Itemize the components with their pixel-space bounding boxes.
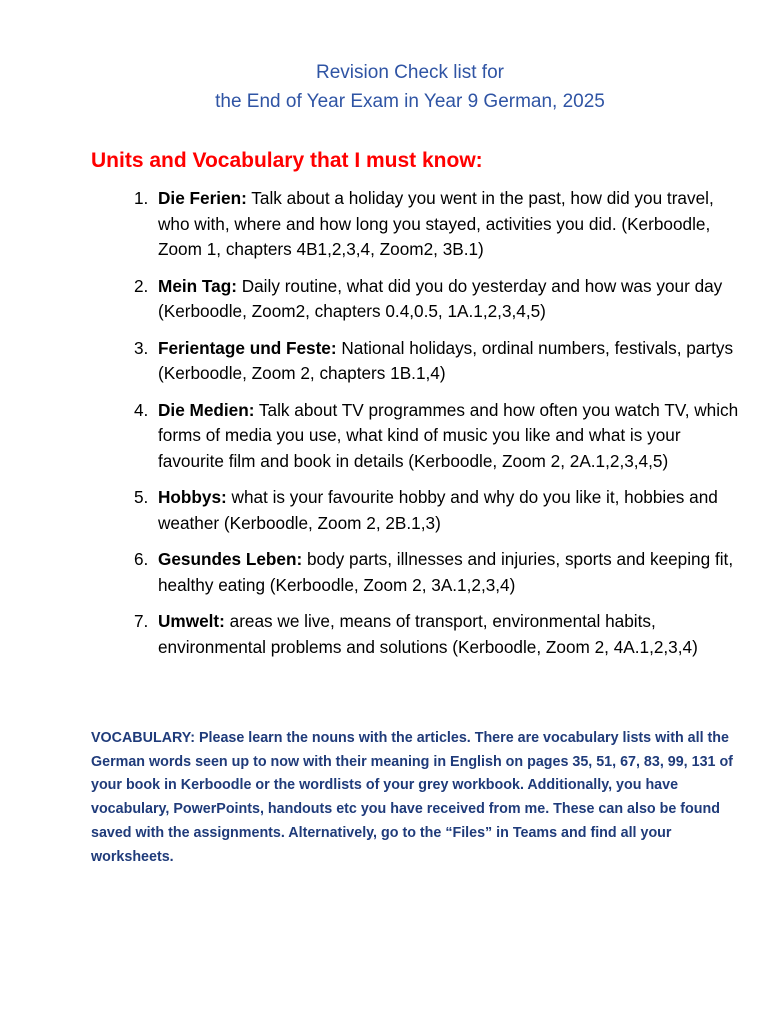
item-text: areas we live, means of transport, environmental habits, environmental problems and solutions (Kerboodle, Zoom 2, 4A.1,2,3,4) [158,611,698,657]
list-item [134,186,743,263]
list-item [134,398,743,475]
item-term: Die Medien: [158,399,255,420]
item-term: Mein Tag: [158,275,237,296]
item-number: 2. [134,275,149,296]
item-number: 3. [134,337,149,358]
item-number: 7. [134,611,149,631]
item-term: Gesundes Leben: [158,549,303,569]
item-number: 6. [134,549,149,569]
list-item [134,274,743,325]
item-term: Die Ferien: [158,188,247,208]
item-text: what is your favourite hobby and why do you like it, hobbies and weather (Kerboodle, Zoom 2, 2B.1,3) [158,487,718,533]
section-heading: Units and Vocabulary that I must know: [91,149,483,172]
list-item [134,547,743,598]
item-number: 5. [134,487,149,507]
item-text: Talk about a holiday you went in the past, how did you travel, who with, where and how long you stayed, activities you did. (Kerboodle, Zoom 1, chapters 4B1,2,3,4, Zoom2, 3B.1) [158,188,714,259]
title-line-2: the End of Year Exam in Year 9 German, 2025 [215,91,605,112]
list-item [134,336,743,387]
units-list [134,186,743,671]
item-term: Hobbys: [158,487,227,507]
item-text: Talk about TV programmes and how often you watch TV, which forms of media you use, what kind of music you like and what is your favourite film and book in details (Kerboodle, Zoom 2, 2A.1,2,3,4,5) [158,399,739,471]
list-item [134,485,743,536]
list-item [134,609,743,660]
item-text: body parts, illnesses and injuries, sports and keeping fit, healthy eating (Kerboodle, Zoom 2, 3A.1,2,3,4) [158,549,734,595]
item-term: Umwelt: [158,611,225,631]
vocabulary-note: VOCABULARY: Please learn the nouns with the articles. There are vocabulary lists with all the German words seen up to now with their meaning in English on pages 35, 51, 67, 83, 99, 131 of your book in Kerboodle or the wordlists of your grey workbook. Additionally, you have vocabulary, PowerPoints, handouts etc you have received from me. These can also be found saved with the assignments. Alternatively, go to the “Files” in Teams and find all your worksheets. [91,730,733,865]
item-text: National holidays, ordinal numbers, festivals, partys (Kerboodle, Zoom 2, chapters 1B.1,4) [158,337,734,383]
item-text: Daily routine, what did you do yesterday and how was your day (Kerboodle, Zoom2, chapters 0.4,0.5, 1A.1,2,3,4,5) [158,275,723,321]
title-line-1: Revision Check list for [316,62,504,83]
document-title [0,58,768,116]
item-term: Ferientage und Feste: [158,337,337,358]
item-number: 4. [134,399,149,420]
item-number: 1. [134,188,149,208]
